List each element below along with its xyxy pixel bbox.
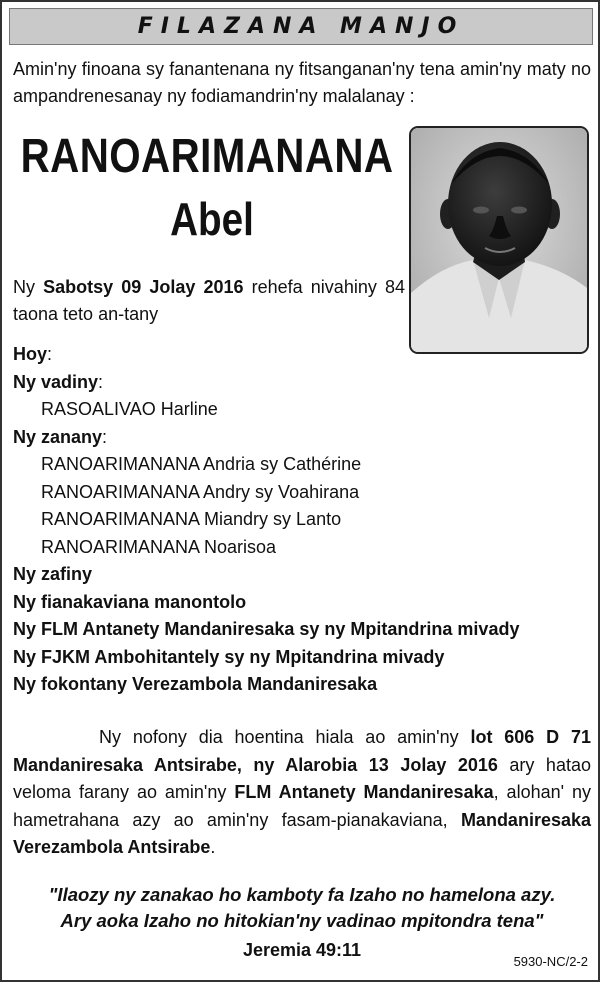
- funeral-details: [13, 724, 591, 862]
- scripture-quote: [13, 882, 591, 934]
- child-entry: RANOARIMANANA Andria sy Cathérine: [41, 454, 362, 474]
- deceased-surname: RANOARIMANANA: [20, 130, 394, 183]
- spouse-heading: Ny vadiny:: [13, 371, 104, 392]
- funeral-text-1: Ny nofony dia hoentina hiala ao amin'ny: [99, 727, 459, 747]
- child-entry: RANOARIMANANA Miandry sy Lanto: [41, 509, 342, 529]
- portrait-image: [411, 128, 587, 352]
- mourner-entry: Ny zafiny: [13, 564, 93, 584]
- deceased-first-name: Abel: [170, 193, 254, 245]
- quote-line-1: "Ilaozy ny zanakao ho kamboty fa Izaho no hamelona azy.: [48, 884, 556, 905]
- funeral-text-2: ary hatao veloma farany ao amin'ny: [13, 754, 591, 802]
- death-prefix: Ny: [13, 277, 35, 297]
- intro-text: Amin'ny finoana sy fanantenana ny fitsanganan'ny tena amin'ny maty no ampandrenesanay ny fodiamandrin'ny malalanay :: [13, 59, 591, 106]
- hoy-label: Hoy: [13, 344, 48, 364]
- death-date-line: [13, 274, 405, 328]
- header-banner: [9, 8, 593, 45]
- scripture-reference: Jeremia 49:11: [242, 940, 362, 960]
- mourner-entry: Ny FJKM Ambohitantely sy ny Mpitandrina mivady: [13, 646, 445, 667]
- mourner-entry: Ny fianakaviana manontolo: [13, 591, 247, 612]
- children-heading: Ny zanany:: [13, 426, 108, 447]
- notice-reference-code: 5930-NC/2-2: [513, 954, 588, 969]
- funeral-tomb: Mandaniresaka Verezambola Antsirabe: [13, 809, 591, 857]
- death-suffix: rehefa nivahiny 84 taona teto an-tany: [13, 277, 405, 324]
- mourner-entry: Ny FLM Antanety Mandaniresaka sy ny Mpitandrina mivady: [13, 619, 520, 639]
- child-entry: RANOARIMANANA Noarisoa: [41, 536, 277, 557]
- funeral-text-3: , alohan' ny hametrahana azy ao amin'ny fasam-pianakaviana,: [13, 782, 591, 830]
- mourner-entry: Ny fokontany Verezambola Mandaniresaka: [13, 674, 378, 694]
- child-entry: RANOARIMANANA Andry sy Voahirana: [41, 481, 360, 502]
- hoy-line: Hoy:: [13, 344, 53, 364]
- funeral-text-4: .: [210, 837, 216, 857]
- header-title: FILAZANA MANJO: [137, 14, 465, 39]
- spouse-label: Ny vadiny: [13, 371, 99, 392]
- children-label: Ny zanany: [13, 426, 103, 447]
- funeral-church: FLM Antanety Mandaniresaka: [234, 782, 494, 802]
- family-list: [13, 341, 593, 699]
- spouse-name: RASOALIVAO Harline: [41, 399, 218, 419]
- funeral-location-date: lot 606 D 71 Mandaniresaka Antsirabe, ny Alarobia 13 Jolay 2016: [13, 727, 591, 775]
- portrait-photo: [409, 126, 589, 354]
- death-date: Sabotsy 09 Jolay 2016: [43, 277, 244, 297]
- quote-line-2: Ary aoka Izaho no hitokian'ny vadinao mpitondra tena": [60, 910, 544, 931]
